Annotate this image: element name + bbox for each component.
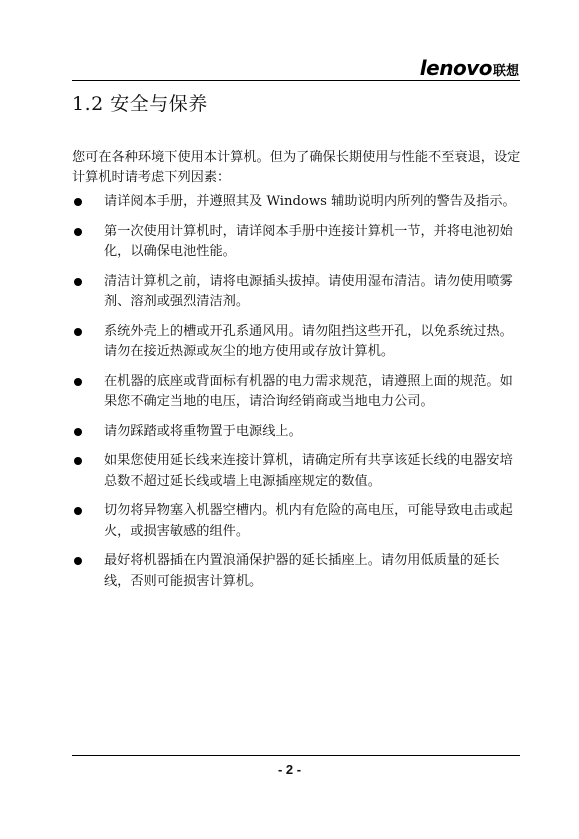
list-item	[72, 422, 524, 443]
list-item-text: 第一次使用计算机时，请详阅本手册中连接计算机一节，并将电池初始化，以确保电池性能。	[104, 223, 513, 259]
bullet-icon	[74, 557, 82, 565]
footer-divider	[72, 755, 520, 756]
section-title: 1.2 安全与保养	[72, 93, 208, 115]
list-item-text: 请详阅本手册，并遵照其及 Windows 辅助说明内所列的警告及指示。	[104, 194, 516, 209]
list-item	[72, 451, 524, 492]
intro-paragraph: 您可在各种环境下使用本计算机。但为了确保长期使用与性能不至衰退，设定计算机时请考虑下列因素：	[72, 150, 521, 185]
page-number: - 2 -	[277, 762, 302, 777]
list-item	[72, 551, 524, 592]
list-item	[72, 192, 524, 213]
list-item-text: 在机器的底座或背面标有机器的电力需求规范，请遵照上面的规范。如果您不确定当地的电压，请洽询经销商或当地电力公司。	[104, 373, 513, 409]
lenovo-logo	[420, 58, 519, 78]
list-item-text: 切勿将异物塞入机器空槽内。机内有危险的高电压，可能导致电击或起火，或损害敏感的组件。	[104, 503, 513, 539]
list-item-text: 请勿踩踏或将重物置于电源线上。	[104, 423, 302, 439]
list-item	[72, 222, 524, 263]
list-item-text: 系统外壳上的槽或开孔系通风用。请勿阻挡这些开孔，以免系统过热。请勿在接近热源或灰尘的地方使用或存放计算机。	[104, 323, 513, 359]
bullet-icon	[74, 457, 82, 465]
bullet-icon	[74, 378, 82, 386]
bullet-icon	[74, 428, 82, 436]
bullet-icon	[74, 228, 82, 236]
list-item	[72, 372, 524, 413]
logo-chinese-name: 联想	[492, 64, 519, 79]
list-item-text: 最好将机器插在内置浪涌保护器的延长插座上。请勿用低质量的延长线，否则可能损害计算机。	[104, 553, 500, 589]
header-divider	[72, 80, 520, 81]
list-item	[72, 322, 524, 363]
bullet-icon	[74, 507, 82, 515]
list-item	[72, 272, 524, 313]
bullet-icon	[74, 278, 82, 286]
list-item-text: 如果您使用延长线来连接计算机，请确定所有共享该延长线的电器安培总数不超过延长线或墙上电源插座规定的数值。	[104, 453, 513, 489]
bullet-icon	[74, 328, 82, 336]
logo-wordmark: lenovo	[419, 56, 492, 80]
list-item	[72, 501, 524, 542]
list-item-text: 清洁计算机之前，请将电源插头拔掉。请使用湿布清洁。请勿使用喷雾剂、溶剂或强烈清洁剂。	[104, 273, 513, 309]
safety-bullet-list	[72, 192, 524, 601]
bullet-icon	[74, 198, 82, 206]
